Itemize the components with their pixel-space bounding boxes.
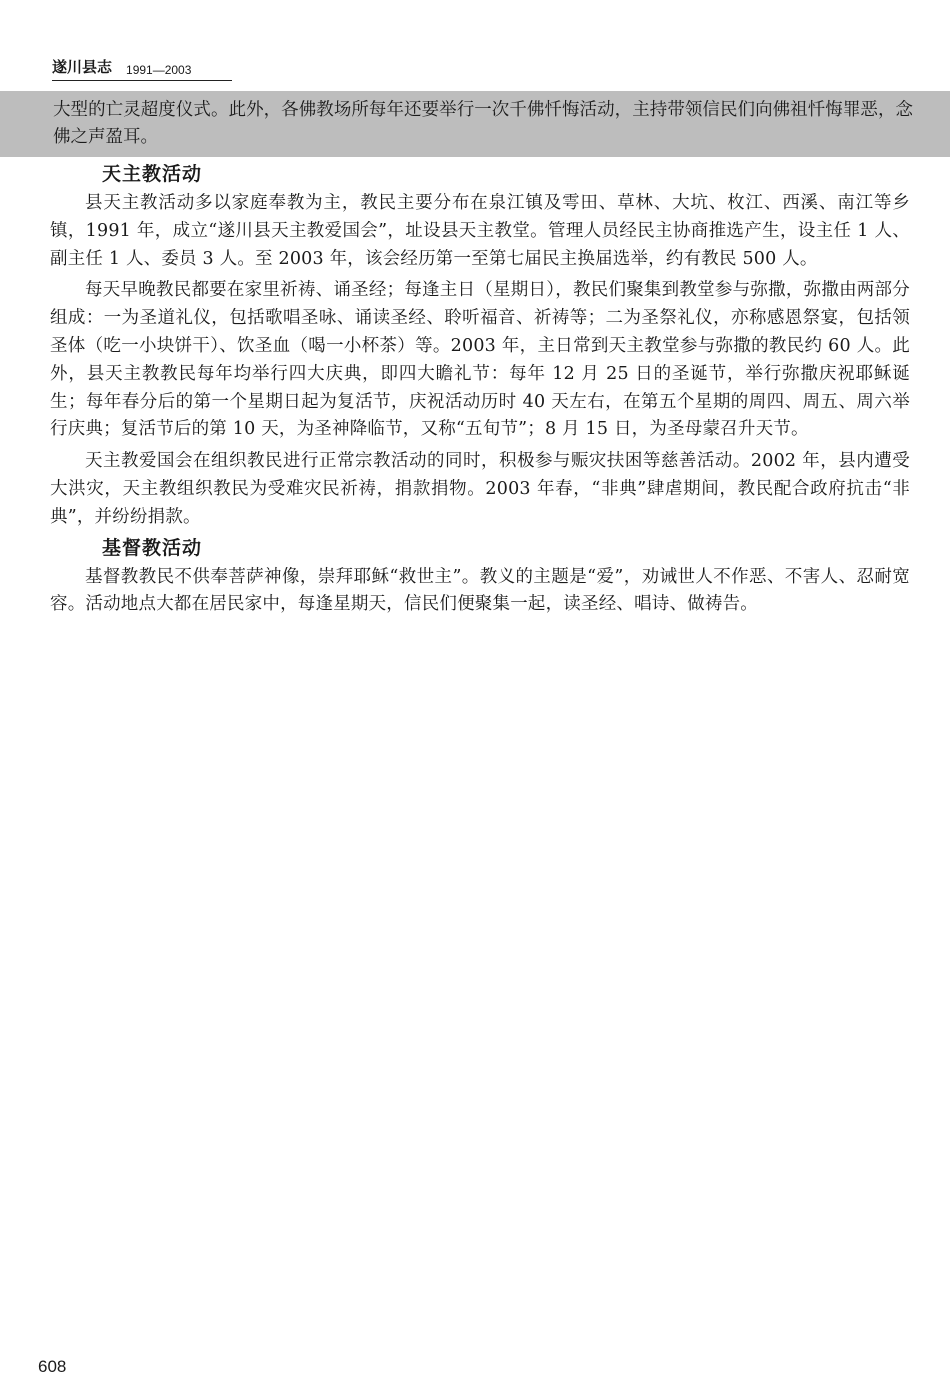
page-number: 608 <box>38 1357 67 1376</box>
year-range: 1991—2003 <box>126 63 192 77</box>
paragraph: 天主教爱国会在组织教民进行正常宗教活动的同时，积极参与赈灾扶困等慈善活动。2002 年，县内遭受大洪灾，天主教组织教民为受难灾民祈祷，捐款捐物。2003 年春，“非典”肆虐期间，教民配合政府抗击“非典”，并纷纷捐款。 <box>50 451 910 527</box>
paragraph: 每天早晚教民都要在家里祈祷、诵圣经；每逢主日（星期日），教民们聚集到教堂参与弥撒，弥撒由两部分组成：一为圣道礼仪，包括歌唱圣咏、诵读圣经、聆听福音、祈祷等；二为圣祭礼仪，亦称感恩祭宴，包括领圣体（吃一小块饼干）、饮圣血（喝一小杯茶）等。2003 年，主日常到天主教堂参与弥撒的教民约 60 人。此外，县天主教教民每年均举行四大庆典，即四大瞻礼节：每年 12 月 25 日的圣诞节，举行弥撒庆祝耶稣诞生；每年春分后的第一个星期日起为复活节，庆祝活动历时 40 天左右，在第五个星期的周四、周五、周六举行庆典；复活节后的第 10 天，为圣神降临节，又称“五旬节”；8 月 15 日，为圣母蒙召升天节。 <box>50 280 910 440</box>
book-title: 遂川县志 <box>52 58 113 76</box>
main-content <box>50 158 910 619</box>
highlighted-passage <box>0 91 950 157</box>
paragraph: 县天主教活动多以家庭奉教为主，教民主要分布在泉江镇及雩田、草林、大坑、枚江、西溪、南江等乡镇，1991 年，成立“遂川县天主教爱国会”，址设县天主教堂。管理人员经民主协商推选产生，设主任 1 人、副主任 1 人、委员 3 人。至 2003 年，该会经历第一至第七届民主换届选举，约有教民 500 人。 <box>50 193 910 269</box>
section-heading-protestant: 基督教活动 <box>102 536 203 559</box>
section-catholic <box>50 158 910 532</box>
section-protestant <box>50 532 910 620</box>
paragraph: 基督教教民不供奉菩萨神像，崇拜耶稣“救世主”。教义的主题是“爱”，劝诫世人不作恶、不害人、忍耐宽容。活动地点大都在居民家中，每逢星期天，信民们便聚集一起，读圣经、唱诗、做祷告。 <box>50 566 910 615</box>
section-heading-catholic: 天主教活动 <box>102 163 203 185</box>
highlighted-paragraph: 大型的亡灵超度仪式。此外，各佛教场所每年还要举行一次千佛忏悔活动，主持带领信民们向佛祖忏悔罪恶，念佛之声盈耳。 <box>53 100 913 147</box>
running-header <box>52 56 232 81</box>
